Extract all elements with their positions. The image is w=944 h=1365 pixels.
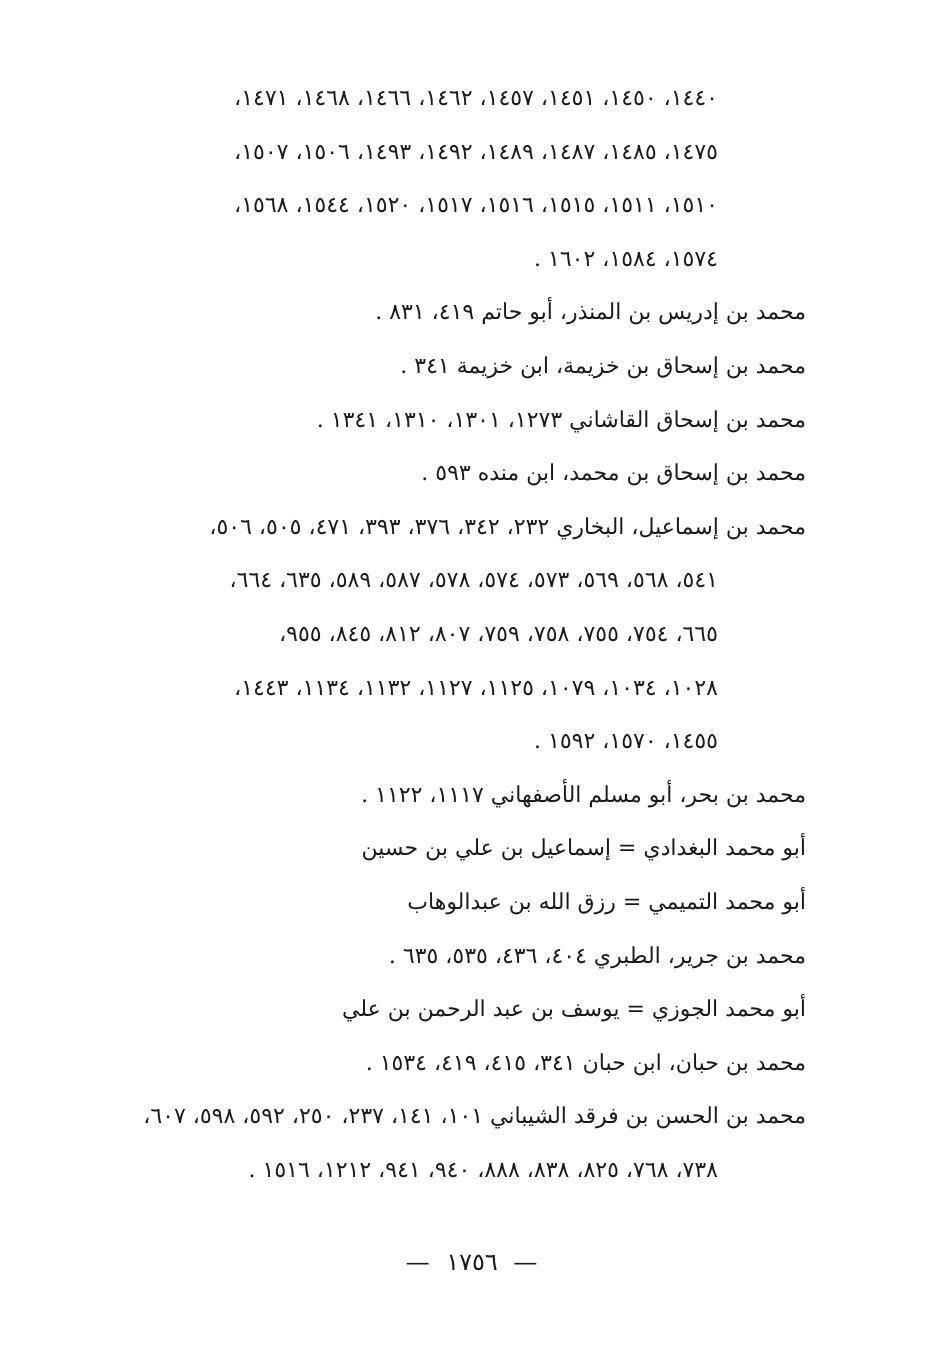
index-entry: محمد بن إسحاق بن محمد، ابن منده ٥٩٣ . [421, 461, 806, 487]
page-number [0, 1248, 944, 1276]
index-entry: محمد بن إسماعيل، البخاري ٢٣٢، ٣٤٢، ٣٧٦، ٣٩٣، ٤٧١، ٥٠٥، ٥٠٦، [209, 514, 806, 540]
index-line: ٧٣٨، ٧٦٨، ٨٢٥، ٨٣٨، ٨٨٨، ٩٤٠، ٩٤١، ١٢١٢، ١٥١٦ . [248, 1157, 718, 1183]
index-entry: محمد بن حبان، ابن حبان ٣٤١، ٤١٥، ٤١٩، ١٥٣٤ . [365, 1050, 806, 1076]
index-entry: أبو محمد التميمي = رزق الله بن عبدالوهاب [407, 889, 806, 915]
index-list [92, 72, 806, 1197]
index-entry: محمد بن إسحاق القاشاني ١٢٧٣، ١٣٠١، ١٣١٠، ١٣٤١ . [316, 407, 806, 433]
index-line: ١٤٧٥، ١٤٨٥، ١٤٨٧، ١٤٨٩، ١٤٩٢، ١٤٩٣، ١٥٠٦، ١٥٠٧، [234, 139, 718, 165]
index-line: ٥٤١، ٥٦٨، ٥٦٩، ٥٧٣، ٥٧٤، ٥٧٨، ٥٨٧، ٥٨٩، ٦٣٥، ٦٦٤، [229, 568, 718, 594]
index-line: ١٤٥٥، ١٥٧٠، ١٥٩٢ . [534, 729, 718, 755]
index-line: ١٥١٠، ١٥١١، ١٥١٥، ١٥١٦، ١٥١٧، ١٥٢٠، ١٥٤٤، ١٥٦٨، [234, 193, 718, 219]
index-entry: أبو محمد البغدادي = إسماعيل بن علي بن حسين [361, 836, 806, 862]
index-entry: أبو محمد الجوزي = يوسف بن عبد الرحمن بن علي [342, 997, 806, 1023]
page-number-dash: — [513, 1248, 539, 1276]
index-line: ١٠٢٨، ١٠٣٤، ١٠٧٩، ١١٢٥، ١١٢٧، ١١٣٢، ١١٣٤، ١٤٤٣، [234, 675, 718, 701]
index-entry: محمد بن إسحاق بن خزيمة، ابن خزيمة ٣٤١ . [400, 353, 806, 379]
index-entry: محمد بن بحر، أبو مسلم الأصفهاني ١١١٧، ١١٢٢ . [361, 782, 806, 808]
index-entry: محمد بن الحسن بن فرقد الشيباني ١٠١، ١٤١، ٢٣٧، ٢٥٠، ٥٩٢، ٥٩٨، ٦٠٧، [143, 1104, 806, 1130]
index-entry: محمد بن إدريس بن المنذر، أبو حاتم ٤١٩، ٨٣١ . [375, 300, 806, 326]
index-line: ١٥٧٤، ١٥٨٤، ١٦٠٢ . [534, 246, 718, 272]
index-line: ٦٦٥، ٧٥٤، ٧٥٥، ٧٥٨، ٧٥٩، ٨٠٧، ٨١٢، ٨٤٥، ٩٥٥، [279, 621, 718, 647]
page-number-dash: — [405, 1248, 431, 1276]
page-number-value: ١٧٥٦ [446, 1248, 498, 1276]
index-entry: محمد بن جرير، الطبري ٤٠٤، ٤٣٦، ٥٣٥، ٦٣٥ . [388, 943, 806, 969]
index-line: ١٤٤٠، ١٤٥٠، ١٤٥١، ١٤٥٧، ١٤٦٢، ١٤٦٦، ١٤٦٨، ١٤٧١، [234, 86, 718, 111]
